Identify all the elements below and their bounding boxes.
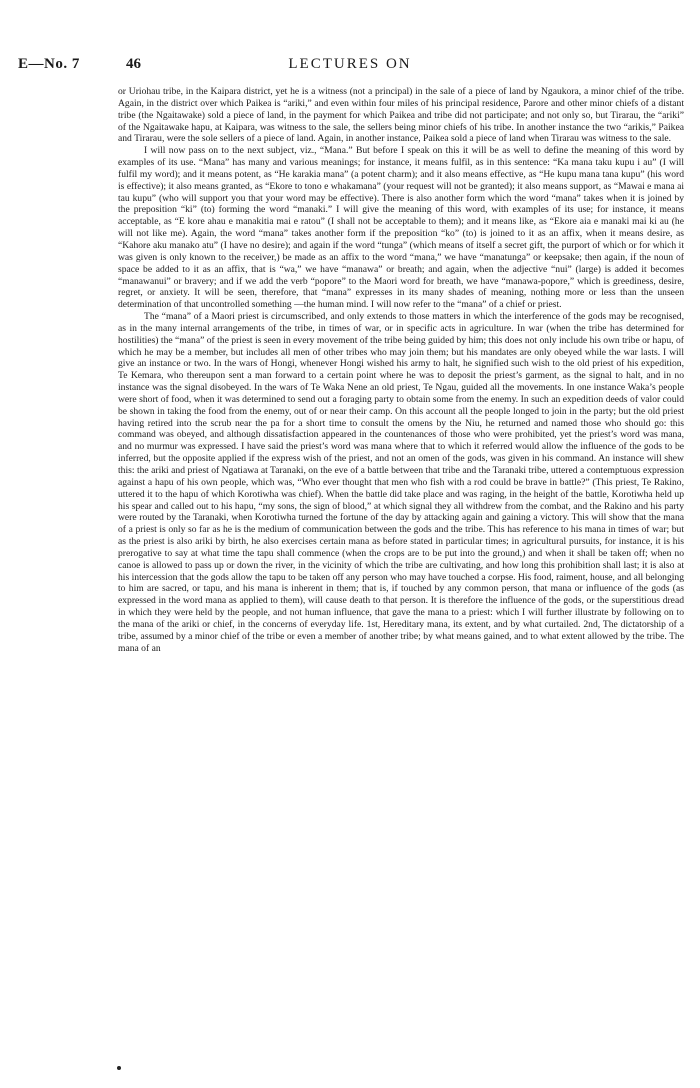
paragraph-priest-mana: The “mana” of a Maori priest is circumscribed, and only extends to those matters in which the interference of the gods may be recognised, as in the many internal arrangements of the tribe, in times of war, or in specific acts in agriculture. In war (when the tribe has determined for hostilities) the “mana” of the priest is seen in every movement of the tribe being guided by him; this does not only include his own tribe or hapu, of which he may be a member, but includes all men of other tribes who may join them; but his mandates are only obeyed while the war lasts. I will give an instance or two. In the wars of Hongi, whenever Hongi wished his army to halt, he signified such wish to the old priest of his expedition, Te Kemara, who thereupon sent a man forward to a certain point where he was to deposit the priest’s garment, as the signal to halt, and in no instance was the signal disobeyed. In the wars of Te Waka Nene an old priest, Te Ngau, guided all the movements. In one instance Waka’s people were short of food, when it was determined to send out a foraging party to obtain some from the enemy. In such an expedition deeds of valor could be shown in taking the food from the enemy, out of or near their camp. On this account all the people longed to join in the party; but the old priest having retired into the scrub near the pa for a short time to consult the omens by the Niu, he returned and named those who should go: this command was obeyed, and although dissatisfaction appeared in the countenances of those who were prohibited, yet the priest’s word was mana, and no murmur was expressed. I have said the priest’s word was mana where that to which it referred would allow the influence of the gods to be inferred, but the opposite applied if the express wish of the priest, and not an omen of the gods, was given in his command. An instance will shew this: the ariki and priest of Ngatiawa at Taranaki, on the eve of a battle between that tribe and the Taranaki tribe, uttered a contemptuous expression against a hapu of his own people, which was, “Who ever thought that men who fish with a rod could be brave in battle?” (This priest, Te Rakino, uttered it to the hapu of which Korotiwha was chief). When the battle did take place and was raging, in the height of the battle, Korotiwha held up his spear and called out to his hapu, “my sons, the sign of blood,” at which signal they all withdrew from the combat, and the Rakino and his party were routed by the Taranaki, when Korotiwha turned the fortune of the day by attacking again and gaining a victory. This will show that the mana of a priest is only so far as he is the medium of communication between the gods and the tribe. This has reference to his mana in times of war; but as the priest is also ariki by birth, he also exercises certain mana as before stated in particular times; in agricultural pursuits, for instance, it is his prerogative to say at what time the tapu shall commence (when the crops are to be put into the ground,) and when it shall be taken off; when no canoe is allowed to pass up or down the river, in the vicinity of which the tribe are cultivating, and how long this prohibition shall last; it is also at his intercession that the gods allow the tapu to be taken off any person who may have touched a corpse. His food, raiment, house, and all belonging to him are sacred, or tapu, and his mana is inherent in them; that is, if touched by any common person, that mana or influence of the gods (as expressed in the word mana as applied to them), will cause death to that person. It is therefore the influence of the gods, or the superstitious dread in which they were held by the people, and not human influence, that gave the mana to a priest: which I will further illustrate by following on to the mana of the ariki or chief, in the concerns of everyday life. 1st, Hereditary mana, its extent, and by what curtailed. 2nd, The dictatorship of a tribe, assumed by a minor chief of the tribe or even a member of another tribe; by what means gained, and to what extent allowed by the tribe. The mana of an xyxy=(118,311,684,654)
page-header xyxy=(0,56,700,76)
document-reference: E—No. 7 xyxy=(18,56,80,72)
running-title: LECTURES ON xyxy=(288,56,412,72)
body-text xyxy=(118,86,684,655)
paragraph-mana-meanings: I will now pass on to the next subject, viz., “Mana.” But before I speak on this it will be as well to define the meaning of this word by examples of its use. “Mana” has many and various meanings; for instance, it means fulfil, as in this sentence: “Ka mana taku kupu i au” (I will fulfil my word); and it means potent, as “He karakia mana” (a potent charm); and it also means effective, as “He kupu mana tana kupu” (his word is effective); it also means granted, as “Ekore to tono e whakamana” (your request will not be granted); it also means support, as “Mawai e mana ai tau kupu” (who will support you that your word may be effective). There is also another form which the word “mana” takes when it is joined by the preposition “ki” (to) forming the word “manaki.” I will give the meaning of this word, with examples of its use; for instance, it means acceptable, as “E kore ahau e manakitia mai e ratou” (I shall not be acceptable to them); and it means like, as “Ekore aia e manaki mai ki au (he will not like me). Again, the word “mana” takes another form if the preposition “ko” (to) is joined to it as an affix, when it means desire, as “Kahore aku manako atu” (I have no desire); and again if the word “tunga” (which means of itself a secret gift, the purport of which or for which it was given is only known to the receiver,) be made as an affix to the word “mana,” we have “manatunga” or keepsake; then again, if the noun of space be added to it as an affix, that is “wa,” we have “manawa” or breath; and again, when the adjective “nui” (large) is added it becomes “manawanui” or bravery; and if we add the verb “popore” to the Maori word for breath, we have “manawa-popore,” which is greediness, desire, regret, or anxiety. It will be seen, therefore, that “mana” expresses in its many shades of meaning, nothing more or less than the unseen determination of that uncontrolled something —the human mind. I will now refer to the “mana” of a chief or priest. xyxy=(118,145,684,311)
paragraph-continued: or Uriohau tribe, in the Kaipara district, yet he is a witness (not a principal) in the sale of a piece of land by Ngaukora, a minor chief of the tribe. Again, in the district over which Paikea is “ariki,” and even within four miles of his principal residence, Parore and other minor chiefs of a distant tribe (the Ngaitawake) sold a piece of land, in the payment for which Paikea and tribe did not participate; and not only so, but Tirarau, the “ariki” of the Ngaitawake hapu, at Kaipara, was witness to the sale, the sellers being minor chiefs of his tribe. In another instance the two “arikis,” Paikea and Tirarau, were the sole sellers of a piece of land. Again, in another instance, Paikea sold a piece of land when Tirarau was witness to the sale. xyxy=(118,86,684,145)
page-number: 46 xyxy=(126,56,141,72)
margin-mark xyxy=(117,1066,121,1070)
